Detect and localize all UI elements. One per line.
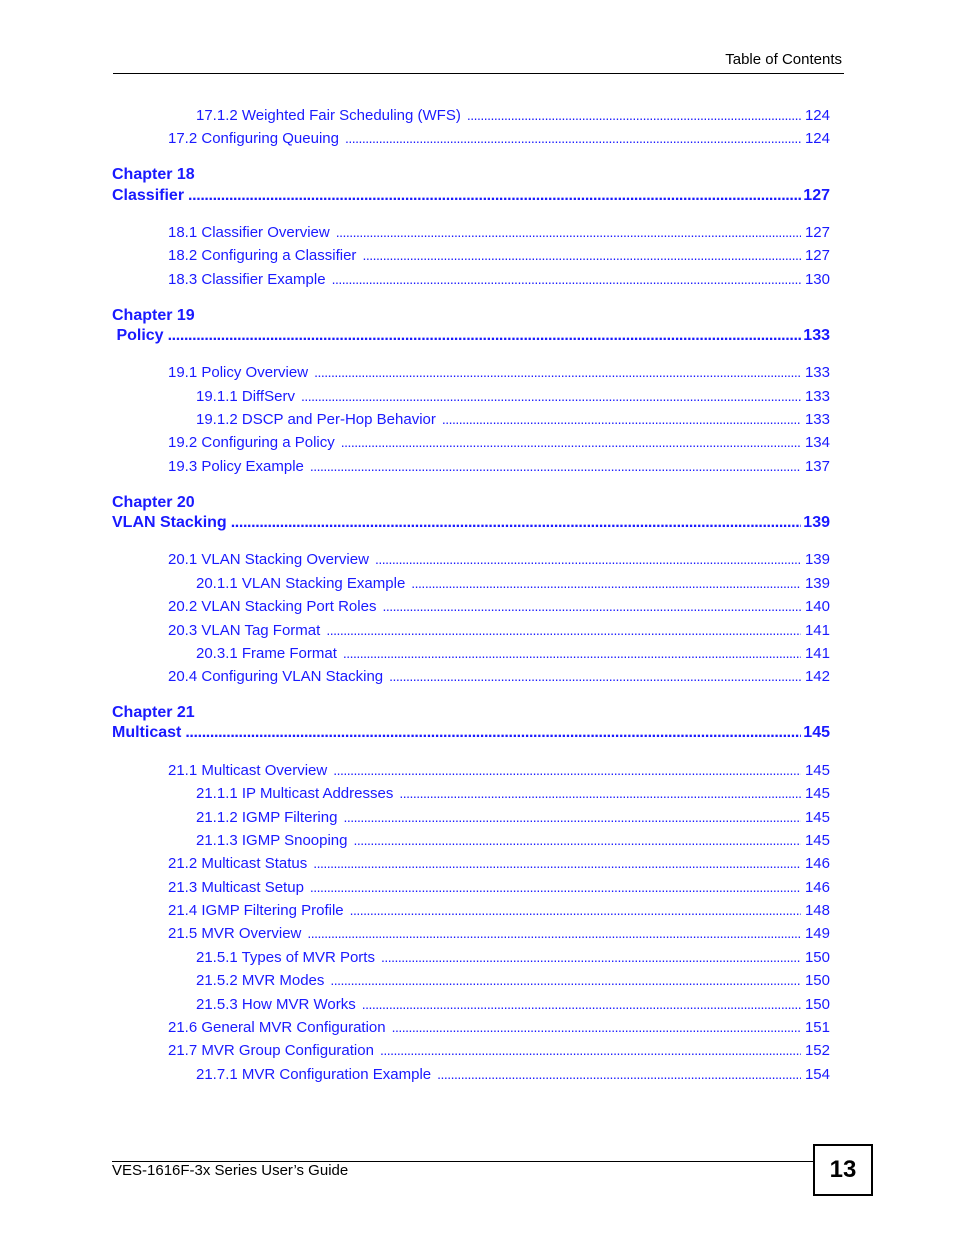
dot-leader <box>185 724 801 742</box>
footer-guide-title: VES-1616F-3x Series User’s Guide <box>112 1162 349 1179</box>
toc-page-number: 145 <box>804 809 830 826</box>
toc-subsection-link[interactable] <box>196 1066 830 1083</box>
toc-section-link[interactable] <box>168 224 830 241</box>
toc-entry-title: 18.2 Configuring a Classifier <box>168 247 357 264</box>
chapter-label[interactable]: Chapter 21 <box>112 704 195 721</box>
chapter-title: Multicast <box>112 724 182 741</box>
toc-page-number: 142 <box>804 668 830 685</box>
toc-page-number: 141 <box>804 622 830 639</box>
dot-leader <box>411 575 801 592</box>
chapter-title: Policy <box>112 327 164 344</box>
dot-leader <box>326 622 801 639</box>
toc-section-link[interactable] <box>168 247 830 264</box>
dot-leader <box>350 902 801 919</box>
toc-entry-title: 21.7 MVR Group Configuration <box>168 1042 374 1059</box>
page-number: 13 <box>813 1144 873 1196</box>
dot-leader <box>314 364 801 381</box>
toc-subsection-link[interactable] <box>196 645 830 662</box>
toc-section-link[interactable] <box>168 762 830 779</box>
toc-page-number: 133 <box>804 388 830 405</box>
toc-entry-title: 21.6 General MVR Configuration <box>168 1019 386 1036</box>
toc-page-number: 141 <box>804 645 830 662</box>
toc-entry-title: 19.2 Configuring a Policy <box>168 434 335 451</box>
dot-leader <box>343 645 801 662</box>
dot-leader <box>330 972 801 989</box>
toc-entry-title: 20.1.1 VLAN Stacking Example <box>196 575 406 592</box>
dot-leader <box>399 785 801 802</box>
toc-entry-title: 21.7.1 MVR Configuration Example <box>196 1066 432 1083</box>
toc-subsection-link[interactable] <box>196 107 830 124</box>
toc-page-number: 150 <box>804 949 830 966</box>
toc-page-number: 148 <box>804 902 830 919</box>
toc-page-number: 145 <box>804 785 830 802</box>
toc-section-link[interactable] <box>168 1019 830 1036</box>
chapter-title-link[interactable] <box>112 724 830 742</box>
chapter-label[interactable]: Chapter 19 <box>112 307 195 324</box>
toc-subsection-link[interactable] <box>196 575 830 592</box>
dot-leader <box>392 1019 801 1036</box>
dot-leader <box>310 879 801 896</box>
dot-leader <box>375 551 801 568</box>
toc-entry-title: 17.2 Configuring Queuing <box>168 130 339 147</box>
dot-leader <box>333 762 801 779</box>
toc-page-number: 149 <box>804 925 830 942</box>
toc-page-number: 124 <box>804 107 830 124</box>
toc-page-number: 145 <box>804 832 830 849</box>
dot-leader <box>354 832 801 849</box>
dot-leader <box>168 327 802 345</box>
chapter-page-number: 127 <box>803 187 830 204</box>
dot-leader <box>442 411 801 428</box>
toc-entry-title: 20.1 VLAN Stacking Overview <box>168 551 369 568</box>
toc-subsection-link[interactable] <box>196 972 830 989</box>
toc-page-number: 150 <box>804 972 830 989</box>
chapter-title: VLAN Stacking <box>112 514 227 531</box>
toc-page-number: 130 <box>804 271 830 288</box>
dot-leader <box>231 514 802 532</box>
chapter-title: Classifier <box>112 187 185 204</box>
toc-subsection-link[interactable] <box>196 411 830 428</box>
chapter-title-link[interactable] <box>112 187 830 205</box>
toc-entry-title: 18.1 Classifier Overview <box>168 224 330 241</box>
toc-entry-title: 21.1.1 IP Multicast Addresses <box>196 785 394 802</box>
dot-leader <box>382 598 801 615</box>
dot-leader <box>381 949 801 966</box>
toc-page-number: 146 <box>804 855 830 872</box>
chapter-page-number: 145 <box>803 724 830 741</box>
toc-page-number: 146 <box>804 879 830 896</box>
dot-leader <box>332 271 801 288</box>
toc-page-number: 127 <box>804 247 830 264</box>
toc-section-link[interactable] <box>168 879 830 896</box>
toc-subsection-link[interactable] <box>196 809 830 826</box>
toc-page-number: 152 <box>804 1042 830 1059</box>
toc-entry-title: 21.5 MVR Overview <box>168 925 302 942</box>
toc-page-number: 150 <box>804 996 830 1013</box>
toc-entry-title: 21.1 Multicast Overview <box>168 762 328 779</box>
toc-entry-title: 21.1.2 IGMP Filtering <box>196 809 338 826</box>
toc-page-number: 145 <box>804 762 830 779</box>
toc-entry-title: 18.3 Classifier Example <box>168 271 326 288</box>
toc-page-number: 137 <box>804 458 830 475</box>
dot-leader <box>437 1066 801 1083</box>
toc-section-link[interactable] <box>168 130 830 147</box>
toc-subsection-link[interactable] <box>196 785 830 802</box>
dot-leader <box>467 107 801 124</box>
dot-leader <box>341 434 801 451</box>
toc-section-link[interactable] <box>168 902 830 919</box>
toc-entry-title: 21.4 IGMP Filtering Profile <box>168 902 344 919</box>
dot-leader <box>313 855 801 872</box>
toc-section-link[interactable] <box>168 551 830 568</box>
dot-leader <box>336 224 801 241</box>
dot-leader <box>301 388 801 405</box>
toc-page-number: 139 <box>804 551 830 568</box>
dot-leader <box>307 925 801 942</box>
toc-section-link[interactable] <box>168 622 830 639</box>
toc-entry-title: 21.5.2 MVR Modes <box>196 972 325 989</box>
toc-page-number: 151 <box>804 1019 830 1036</box>
toc-entry-title: 20.4 Configuring VLAN Stacking <box>168 668 384 685</box>
dot-leader <box>345 130 801 147</box>
toc-page-number: 127 <box>804 224 830 241</box>
chapter-label[interactable]: Chapter 18 <box>112 166 195 183</box>
header-title: Table of Contents <box>725 51 842 68</box>
toc-entry-title: 19.1.2 DSCP and Per-Hop Behavior <box>196 411 436 428</box>
toc-page-number: 133 <box>804 364 830 381</box>
dot-leader <box>310 458 801 475</box>
toc-entry-title: 19.3 Policy Example <box>168 458 304 475</box>
toc-entry-title: 21.2 Multicast Status <box>168 855 308 872</box>
toc-section-link[interactable] <box>168 434 830 451</box>
dot-leader <box>188 187 801 205</box>
toc-section-link[interactable] <box>168 598 830 615</box>
toc-page-number: 140 <box>804 598 830 615</box>
toc-entry-title: 17.1.2 Weighted Fair Scheduling (WFS) <box>196 107 461 124</box>
toc-section-link[interactable] <box>168 925 830 942</box>
toc-entry-title: 20.3.1 Frame Format <box>196 645 337 662</box>
toc-entry-title: 21.5.1 Types of MVR Ports <box>196 949 375 966</box>
chapter-title-link[interactable] <box>112 514 830 532</box>
toc-section-link[interactable] <box>168 458 830 475</box>
toc-entry-title: 21.3 Multicast Setup <box>168 879 304 896</box>
dot-leader <box>362 996 801 1013</box>
dot-leader <box>343 809 801 826</box>
toc-subsection-link[interactable] <box>196 388 830 405</box>
toc-page-number: 154 <box>804 1066 830 1083</box>
toc-page-number: 134 <box>804 434 830 451</box>
toc-section-link[interactable] <box>168 855 830 872</box>
toc-entry-title: 21.1.3 IGMP Snooping <box>196 832 348 849</box>
toc-section-link[interactable] <box>168 668 830 685</box>
chapter-page-number: 133 <box>803 327 830 344</box>
toc-entry-title: 19.1.1 DiffServ <box>196 388 295 405</box>
dot-leader <box>389 668 801 685</box>
dot-leader <box>362 247 801 264</box>
toc-section-link[interactable] <box>168 1042 830 1059</box>
toc-page-number: 124 <box>804 130 830 147</box>
toc-page-number: 133 <box>804 411 830 428</box>
toc-subsection-link[interactable] <box>196 949 830 966</box>
toc-entry-title: 21.5.3 How MVR Works <box>196 996 356 1013</box>
toc-entry-title: 20.3 VLAN Tag Format <box>168 622 321 639</box>
toc-entry-title: 20.2 VLAN Stacking Port Roles <box>168 598 377 615</box>
chapter-title-link[interactable] <box>112 327 830 345</box>
toc-section-link[interactable] <box>168 271 830 288</box>
toc-subsection-link[interactable] <box>196 996 830 1013</box>
toc-page-number: 139 <box>804 575 830 592</box>
toc-entry-title: 19.1 Policy Overview <box>168 364 309 381</box>
dot-leader <box>380 1042 801 1059</box>
toc-section-link[interactable] <box>168 364 830 381</box>
toc-subsection-link[interactable] <box>196 832 830 849</box>
chapter-page-number: 139 <box>803 514 830 531</box>
chapter-label[interactable]: Chapter 20 <box>112 494 195 511</box>
